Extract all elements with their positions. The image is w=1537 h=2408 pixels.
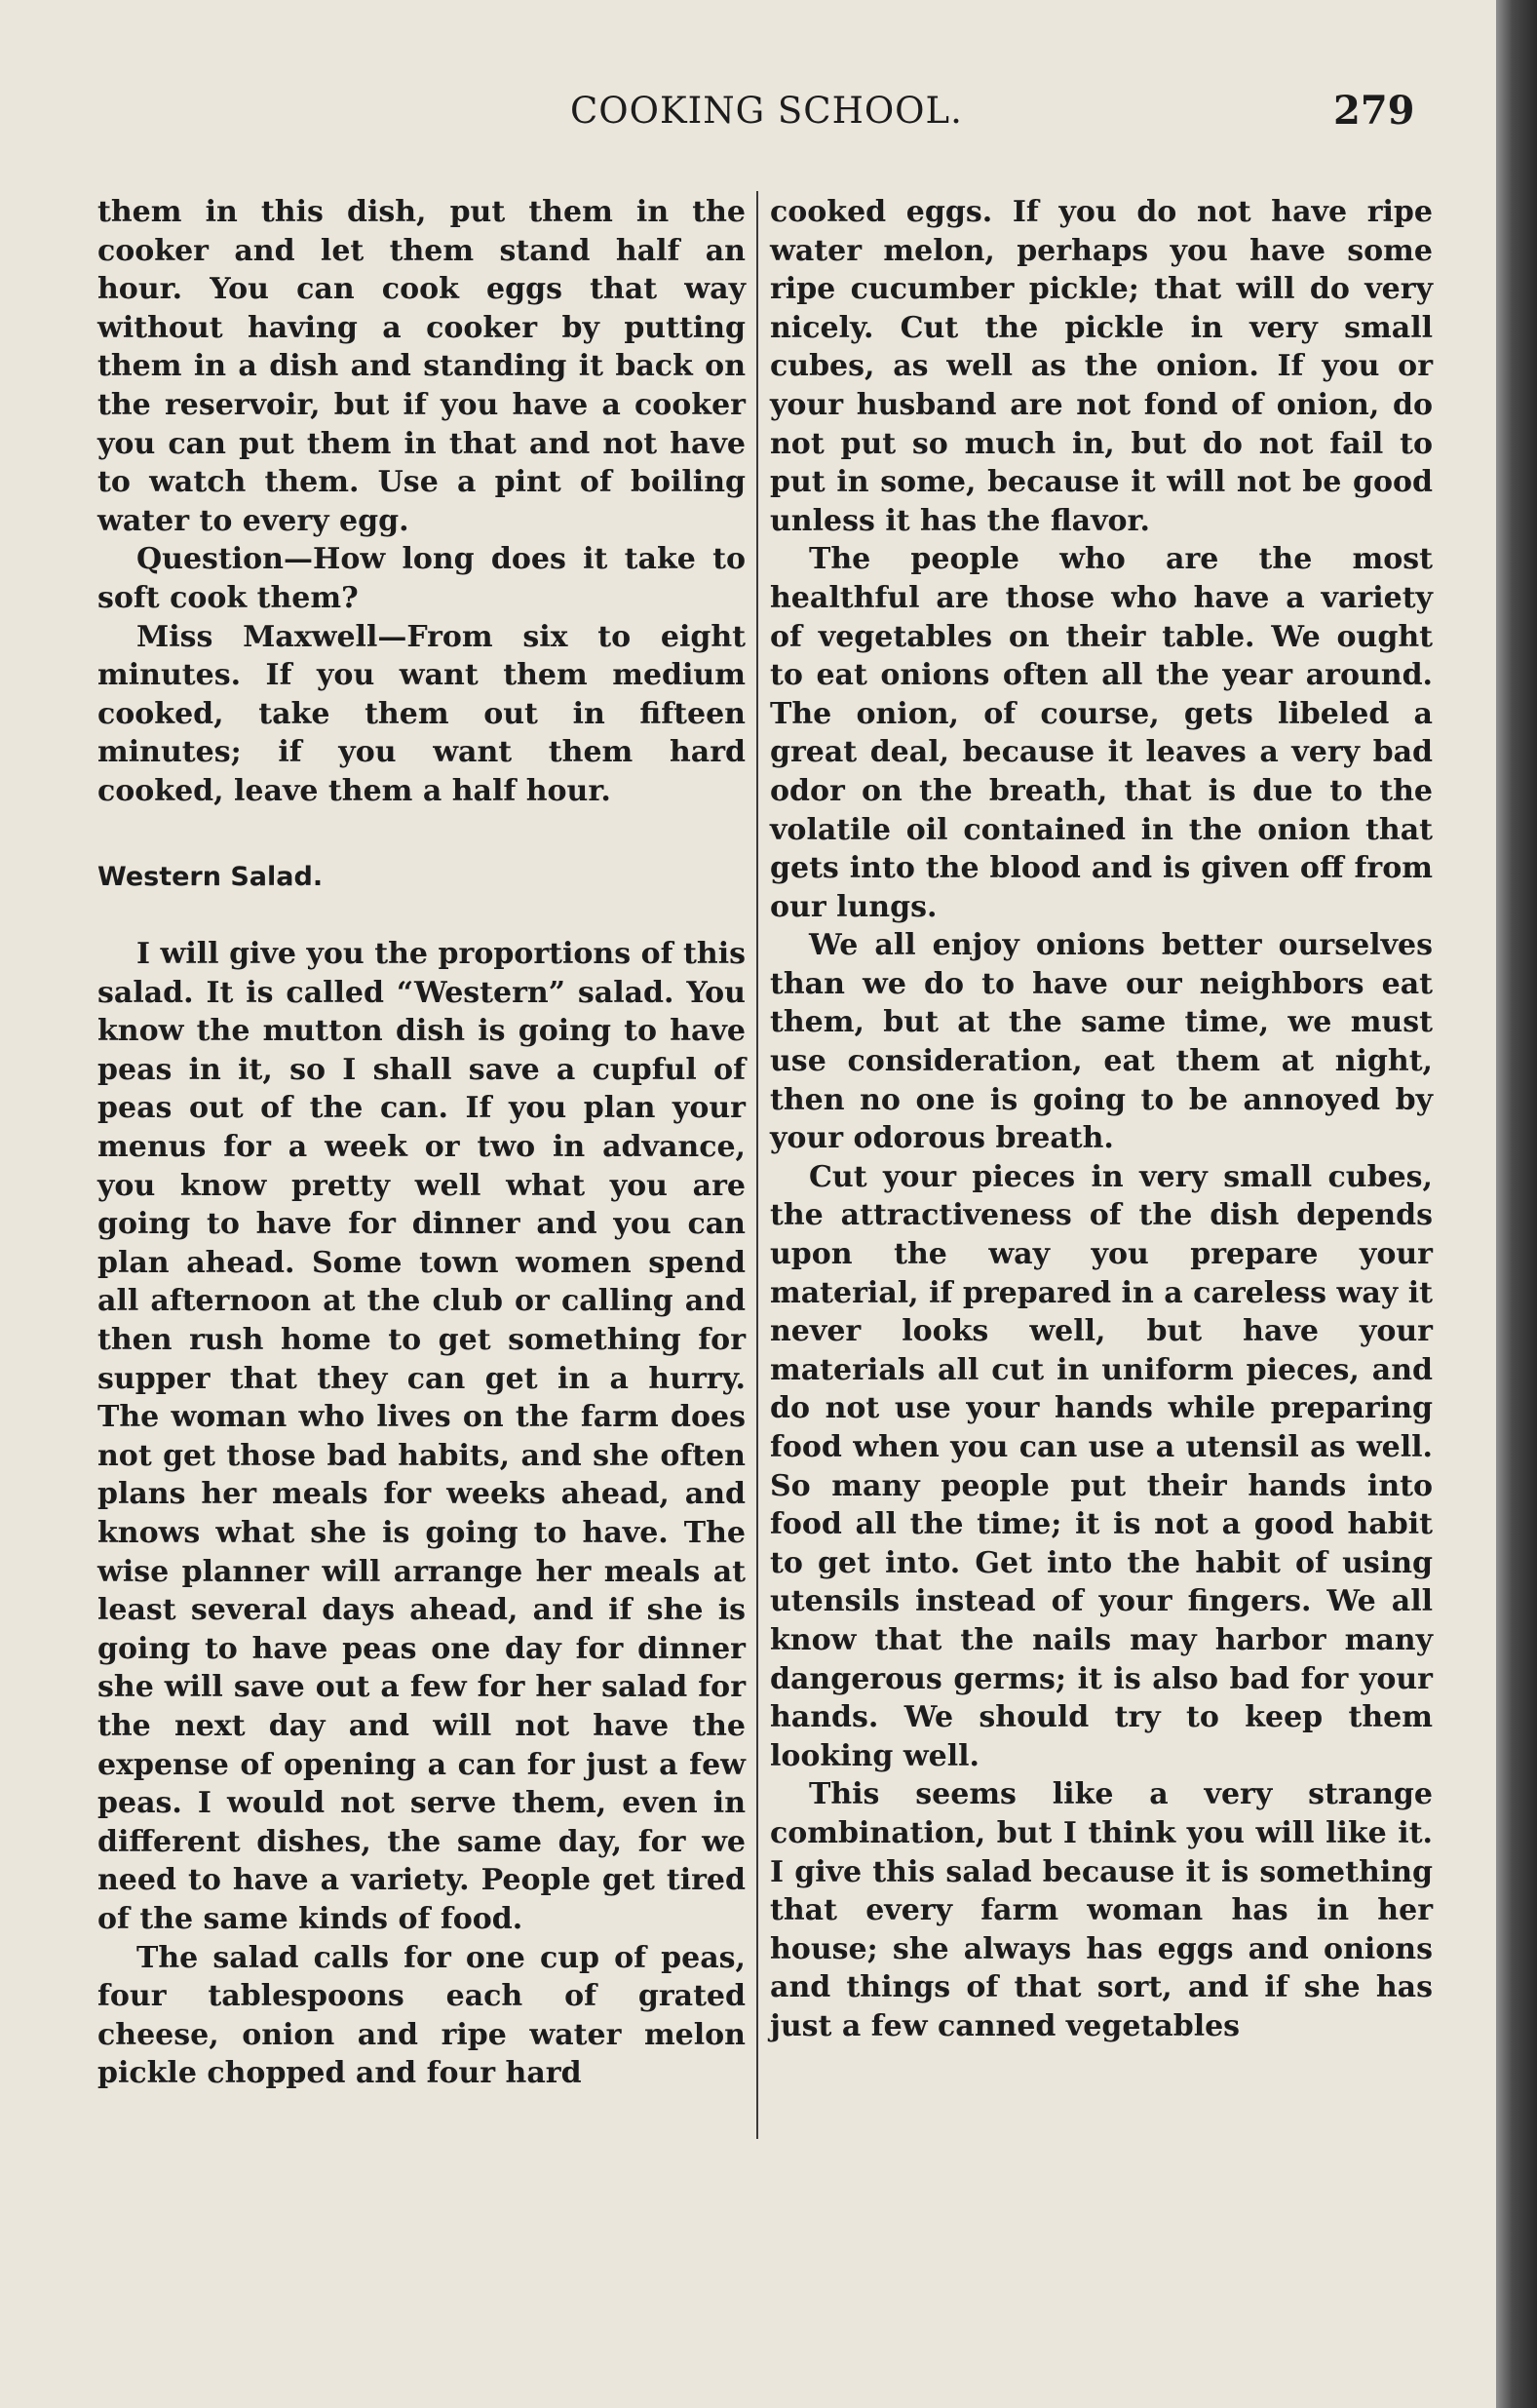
paragraph: I will give you the proportions of this salad. It is called “Western” salad. You know the mutton dish is going to have peas in it, so I shall save a cupful of peas out of the can. If you plan your menus for a week or two in advance, you know pretty well what you are going to have for dinner and you can plan ahead. Some town women spend all afternoon at the club or calling and then rush home to get something for supper that they can get in a hurry. The woman who lives on the farm does not get those bad habits, and she often plans her meals for weeks ahead, and knows what she is going to have. The wise planner will arrange her meals at least several days ahead, and if she is going to have peas one day for dinner she will save out a few for her salad for the next day and will not have the expense of opening a can for just a few peas. I would not serve them, even in different dishes, the same day, for we need to have a variety. People get tired of the same kinds of food.	[97, 937, 746, 1936]
book-edge	[1496, 0, 1537, 2408]
page-header	[0, 90, 1496, 148]
paragraph: them in this dish, put them in the cooker and let them stand half an hour. You can cook eggs that way without having a cooker by putting them in a dish and standing it back on the reservoir, but if you have a cooker you can put them in that and not have to watch them. Use a pint of boiling water to every egg.	[97, 195, 746, 538]
paragraph: cooked eggs. If you do not have ripe water melon, perhaps you have some ripe cucumber pickle; that will do very nicely. Cut the pickle in very small cubes, as well as the onion. If you or your husband are not fond of onion, do not put so much in, but do not fail to put in some, because it will not be good unless it has the flavor.	[770, 195, 1433, 538]
paragraph: The people who are the most healthful are those who have a variety of vegetables on their table. We ought to eat onions often all the year around. The onion, of course, gets libeled a great deal, because it leaves a very bad odor on the breath, that is due to the volatile oil contained in the onion that gets into the blood and is given off from our lungs.	[770, 542, 1433, 924]
running-title: COOKING SCHOOL.	[570, 90, 963, 132]
paragraph: Question—How long does it take to soft cook them?	[97, 542, 746, 615]
right-column	[770, 193, 1433, 2046]
paragraph: We all enjoy onions better ourselves than we do to have our neighbors eat them, but at the same time, we must use consideration, eat them at night, then no one is going to be annoyed by your odorous breath.	[770, 928, 1433, 1156]
section-heading: Western Salad.	[97, 861, 324, 892]
left-column	[97, 193, 746, 2093]
page-number: 279	[1333, 88, 1415, 134]
paragraph: Miss Maxwell—From six to eight minutes. If you want them medium cooked, take them out in fifteen minutes; if you want them hard cooked, leave them a half hour.	[97, 619, 746, 808]
column-divider	[756, 191, 758, 2139]
paragraph: Cut your pieces in very small cubes, the attractiveness of the dish depends upon the way you prepare your material, if prepared in a careless way it never looks well, but have your materials all cut in uniform pieces, and do not use your hands while preparing food when you can use a utensil as well. So many people put their hands into food all the time; it is not a good habit to get into. Get into the habit of using utensils instead of your fingers. We all know that the nails may harbor many dangerous germs; it is also bad for your hands. We should try to keep them looking well.	[770, 1159, 1433, 1773]
paragraph: The salad calls for one cup of peas, four tablespoons each of grated cheese, onion and ripe water melon pickle chopped and four hard	[97, 1940, 746, 2091]
paragraph: This seems like a very strange combination, but I think you will like it. I give this salad because it is something that every farm woman has in her house; she always has eggs and onions and things of that sort, and if she has just a few canned vegetables	[770, 1777, 1433, 2043]
